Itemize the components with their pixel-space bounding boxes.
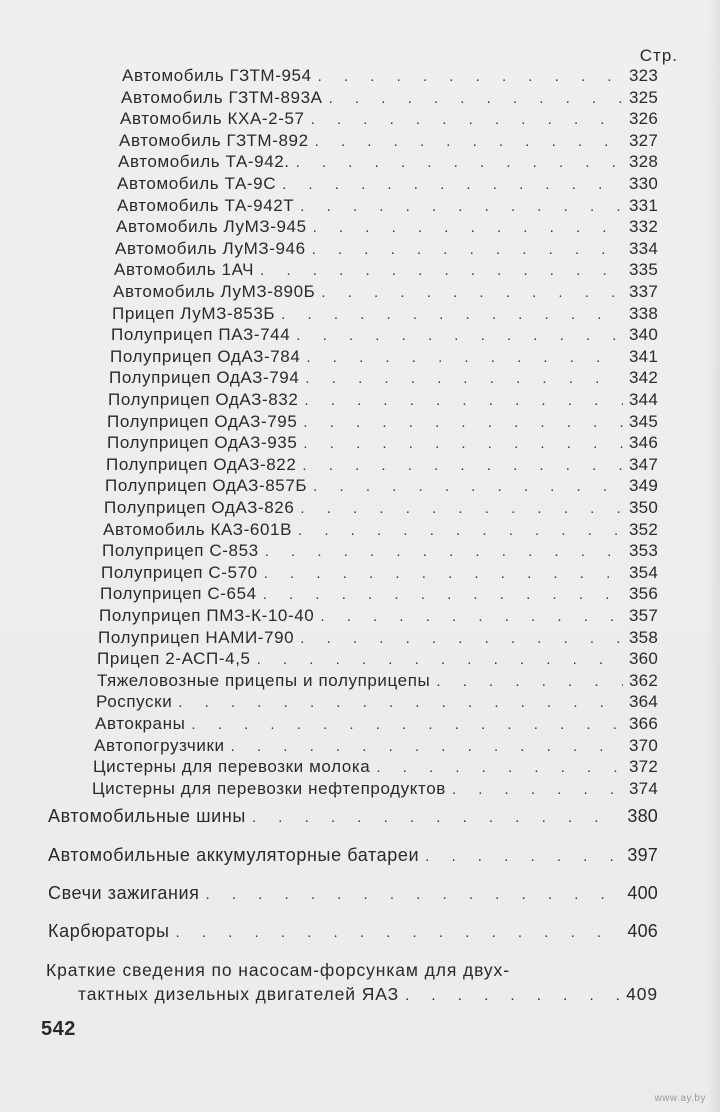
toc-entry xyxy=(117,174,658,195)
leader-dots xyxy=(300,629,623,649)
leader-dots xyxy=(257,650,623,670)
leader-dots xyxy=(321,283,623,303)
toc-entry-page-number: 334 xyxy=(629,239,658,258)
toc-section-page-number: 406 xyxy=(627,921,658,941)
toc-entry-page-number: 331 xyxy=(629,196,658,215)
toc-entry xyxy=(97,649,658,670)
toc-entry xyxy=(105,476,658,497)
toc-entry-title: Цистерны для перевозки нефтепродуктов xyxy=(92,779,446,798)
toc-entry-page-number: 356 xyxy=(629,584,658,603)
toc-entry xyxy=(121,88,658,109)
toc-entry-page-number: 358 xyxy=(629,628,658,647)
toc-entry-page-number: 350 xyxy=(629,498,658,517)
toc-entry xyxy=(99,606,658,627)
toc-entry-page-number: 360 xyxy=(629,649,658,668)
leader-dots xyxy=(318,67,623,87)
toc-entry-title-line2-row xyxy=(46,982,658,1008)
leader-dots xyxy=(304,391,623,411)
leader-dots xyxy=(306,348,623,368)
leader-dots xyxy=(260,261,623,281)
toc-entry-page-number: 325 xyxy=(629,88,658,107)
toc-entry xyxy=(114,260,658,281)
toc-entry xyxy=(107,412,658,433)
toc-entry-title: Автомобиль ТА-942. xyxy=(118,152,290,171)
leader-dots xyxy=(296,326,623,346)
toc-entry xyxy=(111,325,658,346)
toc-entry-title: Полуприцеп ОдАЗ-857Б xyxy=(105,476,308,495)
toc-entry-title: Автомобиль ЛуМЗ-890Б xyxy=(113,282,316,301)
page-column-header: Стр. xyxy=(639,46,678,65)
toc-entry-title: Автомобиль КАЗ-601В xyxy=(103,520,293,539)
toc-entry-title: Автомобиль ТА-9С xyxy=(117,174,277,193)
toc-entry xyxy=(115,239,658,260)
toc-entry-page-number: 364 xyxy=(629,692,658,711)
toc-entry-title: Автомобиль ТА-942Т xyxy=(117,196,295,215)
toc-entry-page-number: 345 xyxy=(629,412,658,431)
leader-dots xyxy=(329,89,623,109)
toc-entry xyxy=(100,584,658,605)
toc-entry-title: Автомобиль ЛуМЗ-945 xyxy=(116,217,307,236)
toc-entry-page-number: 335 xyxy=(629,260,658,279)
leader-dots xyxy=(282,175,623,195)
toc-entry-title: Полуприцеп ОдАЗ-832 xyxy=(108,390,299,409)
toc-entry xyxy=(107,433,658,454)
toc-section-title: Карбюраторы xyxy=(48,921,170,941)
toc-entry-title-line2: тактных дизельных двигателей ЯАЗ xyxy=(78,984,400,1004)
toc-entry-pump-injectors xyxy=(46,958,658,1008)
toc-section-page-number: 380 xyxy=(627,806,658,826)
toc-entry-page-number: 344 xyxy=(629,390,658,409)
toc-entry-page-number: 340 xyxy=(629,325,658,344)
toc-entry-title: Полуприцеп ОдАЗ-822 xyxy=(106,455,297,474)
leader-dots xyxy=(305,369,623,389)
toc-entry xyxy=(95,714,658,735)
toc-entry-page-number: 323 xyxy=(629,66,658,85)
toc-entry-page-number: 341 xyxy=(629,347,658,366)
toc-entry-title: Полуприцеп С-853 xyxy=(102,541,259,560)
toc-entry-title: Автопогрузчики xyxy=(94,736,225,755)
leader-dots xyxy=(312,240,623,260)
toc-entry-page-number: 347 xyxy=(629,455,658,474)
toc-entry xyxy=(92,779,658,800)
toc-entry-page-number: 327 xyxy=(629,131,658,150)
leader-dots xyxy=(265,542,623,562)
toc-section xyxy=(48,806,658,828)
toc-entry-page-number: 332 xyxy=(629,217,658,236)
toc-section-page-number: 397 xyxy=(627,845,658,865)
toc-entry-title: Полуприцеп ОдАЗ-794 xyxy=(109,368,300,387)
toc-section-title: Автомобильные аккумуляторные батареи xyxy=(48,845,420,865)
toc-entry-title: Полуприцеп ОдАЗ-935 xyxy=(107,433,298,452)
toc-entry-title: Полуприцеп С-654 xyxy=(100,584,257,603)
toc-entry xyxy=(93,757,658,778)
toc-entry-title: Автомобиль ЛуМЗ-946 xyxy=(115,239,306,258)
toc-entry-title: Автомобиль ГЗТМ-893А xyxy=(121,88,323,107)
toc-entry-title: Автомобиль 1АЧ xyxy=(114,260,255,279)
toc-entry xyxy=(120,109,658,130)
toc-entry xyxy=(116,217,658,238)
toc-entry-page-number: 338 xyxy=(629,304,658,323)
leader-dots xyxy=(300,197,623,217)
toc-entry xyxy=(119,131,658,152)
toc-section-title: Автомобильные шины xyxy=(48,806,246,826)
leader-dots xyxy=(452,780,623,800)
leader-dots xyxy=(425,847,621,867)
leader-dots xyxy=(311,110,623,130)
toc-section-page-number: 400 xyxy=(627,883,658,903)
toc-entry-title: Автомобиль КХА-2-57 xyxy=(120,109,305,128)
leader-dots xyxy=(176,923,622,943)
leader-dots xyxy=(405,984,620,1008)
leader-dots xyxy=(376,758,623,778)
toc-entry-page-number: 357 xyxy=(629,606,658,625)
toc-entry-page-number: 342 xyxy=(629,368,658,387)
toc-section xyxy=(48,883,658,905)
toc-entry-page-number: 349 xyxy=(629,476,658,495)
toc-entry-page-number: 366 xyxy=(629,714,658,733)
toc-entry-title: Автокраны xyxy=(95,714,186,733)
leader-dots xyxy=(436,672,623,692)
toc-entry-title: Полуприцеп ПАЗ-744 xyxy=(111,325,291,344)
leader-dots xyxy=(263,585,623,605)
toc-entry-title-line1: Краткие сведения по насосам-форсункам для двух- xyxy=(46,960,510,980)
page-folio: 542 xyxy=(41,1018,76,1040)
leader-dots xyxy=(231,737,623,757)
toc-entry xyxy=(97,671,658,692)
toc-entry xyxy=(106,455,658,476)
leader-dots xyxy=(296,153,623,173)
toc-entry-title: Полуприцеп ПМЗ-К-10-40 xyxy=(99,606,315,625)
toc-entry xyxy=(101,563,658,584)
leader-dots xyxy=(206,885,622,905)
watermark: www.ay.by xyxy=(654,1093,706,1104)
toc-entry-title: Роспуски xyxy=(96,692,173,711)
leader-dots xyxy=(178,693,623,713)
leader-dots xyxy=(252,808,621,828)
toc-entry xyxy=(112,304,658,325)
toc-entry-title: Полуприцеп НАМИ-790 xyxy=(98,628,295,647)
leader-dots xyxy=(303,413,623,433)
toc-entry-page-number: 337 xyxy=(629,282,658,301)
toc-entry xyxy=(102,541,658,562)
toc-entry xyxy=(103,520,658,541)
toc-entry-page-number: 409 xyxy=(626,984,658,1004)
toc-entry-page-number: 372 xyxy=(629,757,658,776)
leader-dots xyxy=(281,305,623,325)
leader-dots xyxy=(302,456,623,476)
leader-dots xyxy=(191,715,623,735)
toc-entry-page-number: 346 xyxy=(629,433,658,452)
leader-dots xyxy=(303,434,623,454)
toc-entry-page-number: 330 xyxy=(629,174,658,193)
toc-entry-page-number: 370 xyxy=(629,736,658,755)
toc-entry-title: Цистерны для перевозки молока xyxy=(93,757,371,776)
toc-entry-page-number: 326 xyxy=(629,109,658,128)
toc-entry-page-number: 374 xyxy=(629,779,658,798)
toc-entry-page-number: 354 xyxy=(629,563,658,582)
toc-entry xyxy=(104,498,658,519)
leader-dots xyxy=(320,607,623,627)
leader-dots xyxy=(264,564,623,584)
leader-dots xyxy=(315,132,623,152)
toc-entry-title: Прицеп 2-АСП-4,5 xyxy=(97,649,251,668)
toc-entry-title: Автомобиль ГЗТМ-954 xyxy=(122,66,312,85)
toc-entry xyxy=(98,628,658,649)
toc-entry xyxy=(109,368,658,389)
leader-dots xyxy=(313,477,623,497)
toc-entry xyxy=(96,692,658,713)
toc-entry-page-number: 362 xyxy=(629,671,658,690)
toc-entry-title: Полуприцеп С-570 xyxy=(101,563,258,582)
leader-dots xyxy=(313,218,623,238)
toc-entry xyxy=(117,196,658,217)
toc-entry xyxy=(113,282,658,303)
toc-entry-title: Автомобиль ГЗТМ-892 xyxy=(119,131,309,150)
toc-entry xyxy=(118,152,658,173)
toc-entry-page-number: 352 xyxy=(629,520,658,539)
leader-dots xyxy=(298,521,623,541)
leader-dots xyxy=(300,499,623,519)
toc-entry-page-number: 353 xyxy=(629,541,658,560)
toc-entry-title: Полуприцеп ОдАЗ-784 xyxy=(110,347,301,366)
toc-entry xyxy=(122,66,658,87)
toc-section xyxy=(48,845,658,867)
toc-section xyxy=(48,921,658,943)
toc-entry-title: Полуприцеп ОдАЗ-795 xyxy=(107,412,298,431)
toc-entry-title: Полуприцеп ОдАЗ-826 xyxy=(104,498,295,517)
toc-section-title: Свечи зажигания xyxy=(48,883,200,903)
toc-entry-page-number: 328 xyxy=(629,152,658,171)
toc-entry xyxy=(108,390,658,411)
toc-entry xyxy=(94,736,658,757)
toc-entry-title: Прицеп ЛуМЗ-853Б xyxy=(112,304,276,323)
toc-entry xyxy=(110,347,658,368)
toc-entry-title: Тяжеловозные прицепы и полуприцепы xyxy=(97,671,431,690)
